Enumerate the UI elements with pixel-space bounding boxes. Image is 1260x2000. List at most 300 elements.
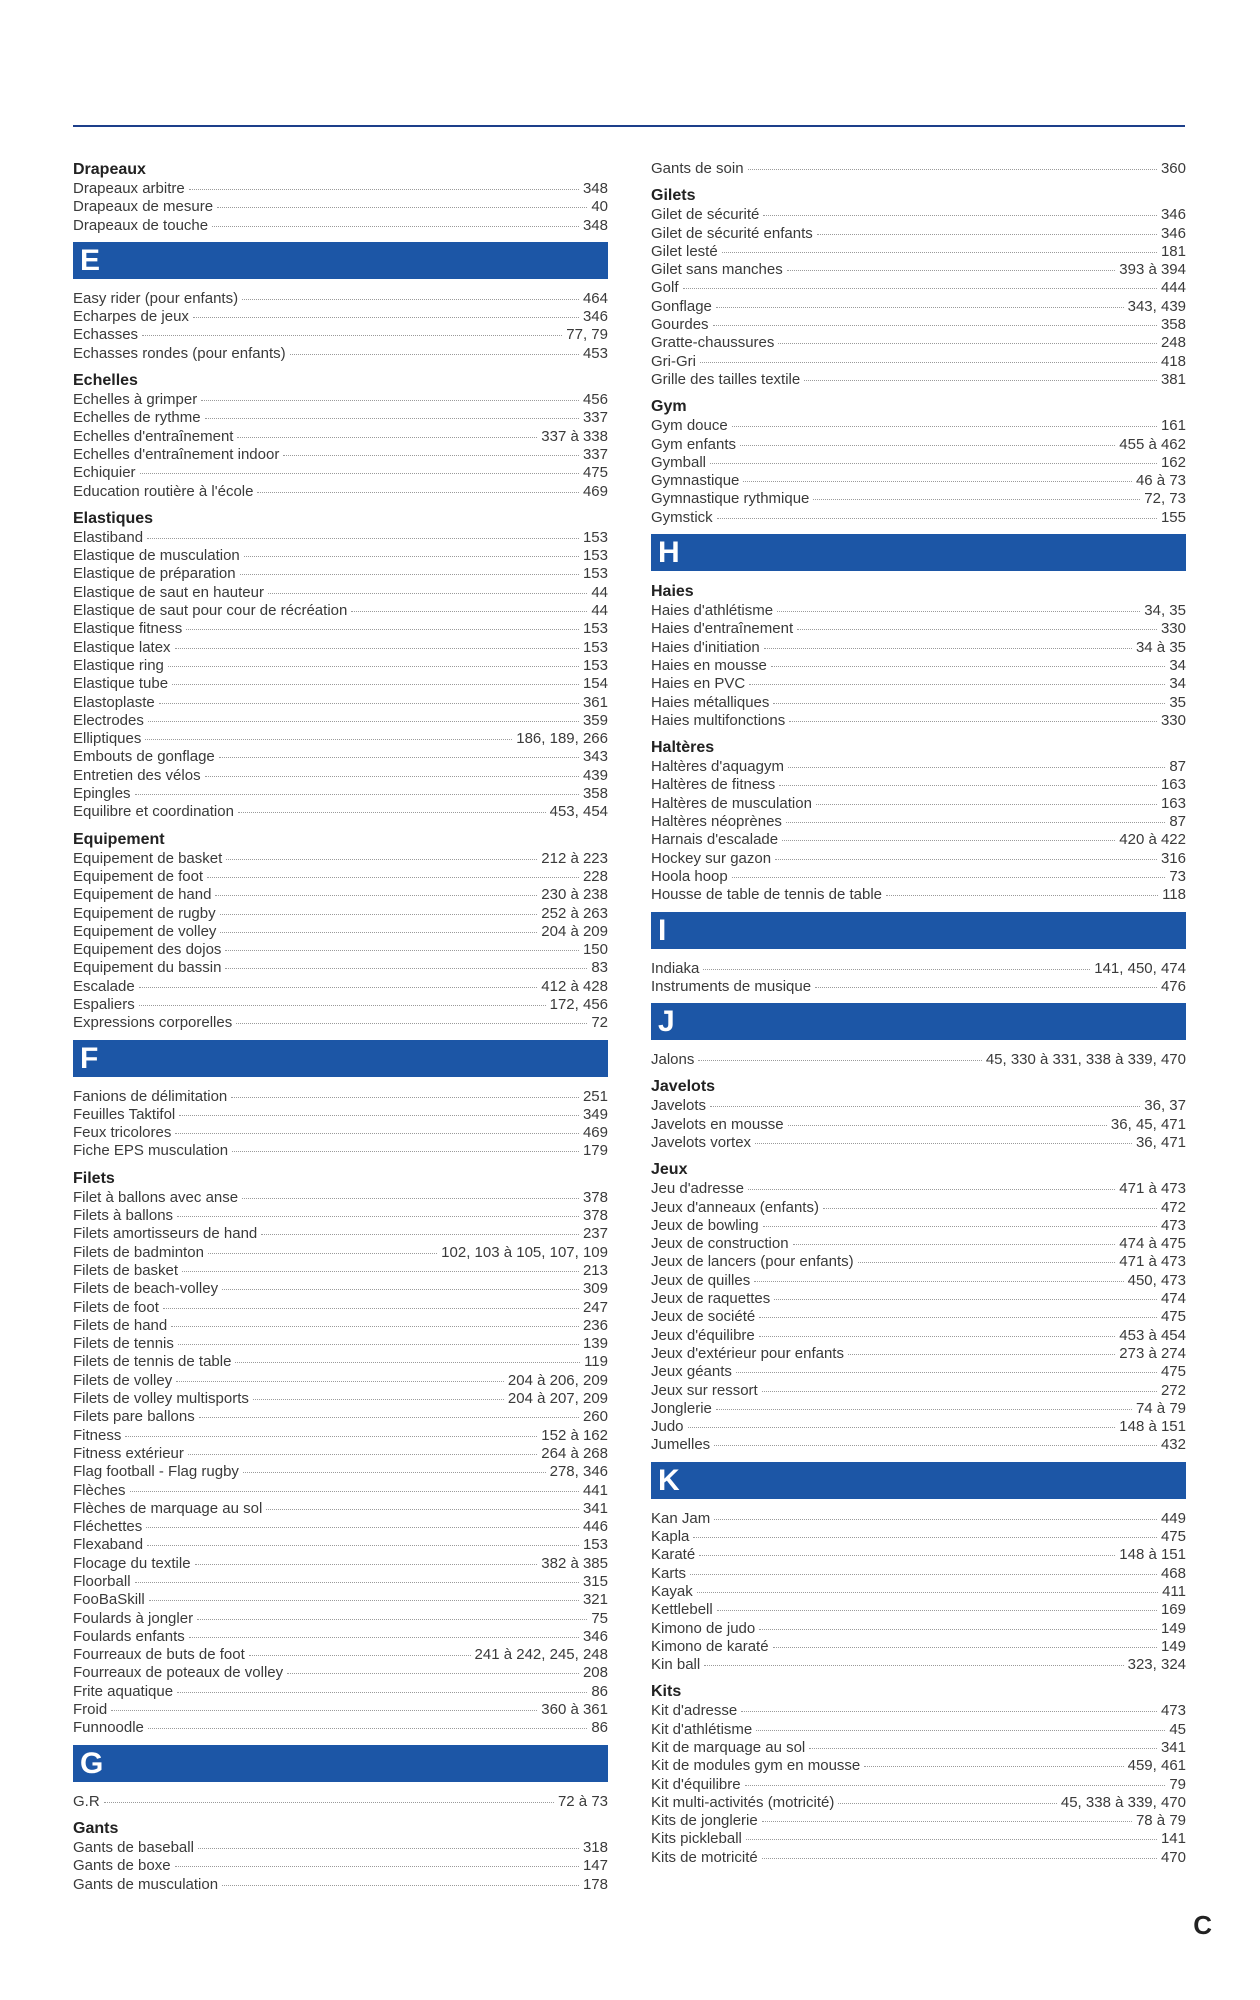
dot-leader [764,648,1132,649]
dot-leader [148,1728,587,1729]
entry-label: Fiche EPS musculation [73,1142,229,1160]
index-entry [73,1683,608,1701]
entry-pages: 40 [591,198,608,216]
entry-pages: 464 [582,289,608,307]
index-entry [73,1591,608,1609]
entry-label: Echarpes de jeux [73,308,189,326]
index-entry [73,639,608,657]
entry-pages: 204 à 207, 209 [507,1390,608,1408]
index-entry [73,1106,608,1124]
entry-label: Frite aquatique [73,1682,174,1700]
entry-pages: 118 [1162,886,1186,904]
dot-leader [235,1362,580,1363]
entry-pages: 473 [1160,1216,1186,1234]
index-entry [651,1638,1186,1656]
dot-leader [703,969,1090,970]
entry-pages: 44 [591,583,608,601]
dot-leader [222,1885,579,1886]
entry-label: Gymstick [651,508,713,526]
dot-leader [740,445,1115,446]
entry-label: Gants de soin [651,160,744,177]
entry-pages: 468 [1160,1564,1186,1582]
index-entry [73,1646,608,1664]
index-entry [651,1739,1186,1757]
index-entry [651,160,1186,178]
entry-label: Echasses rondes (pour enfants) [73,344,286,362]
entry-pages: 337 [582,445,608,463]
entry-label: Equipement de hand [73,886,212,904]
entry-pages: 163 [1160,794,1186,812]
entry-label: Feux tricolores [73,1124,172,1142]
dot-leader [717,518,1157,519]
dot-leader [700,362,1157,363]
index-entry [73,1408,608,1426]
index-entry [651,509,1186,527]
index-entry [73,584,608,602]
entry-label: Gymnastique [651,472,740,490]
dot-leader [815,987,1157,988]
index-entry [651,1546,1186,1564]
index-entry [651,1290,1186,1308]
dot-leader [188,1454,537,1455]
index-entry [73,290,608,308]
entry-pages: 473 [1160,1702,1186,1720]
entry-label: Gilet lesté [651,242,718,260]
index-entry [73,1500,608,1518]
entry-pages: 102, 103 à 105, 107, 109 [441,1243,608,1261]
entry-label: Kin ball [651,1656,701,1674]
entry-label: Filets pare ballons [73,1408,195,1426]
dot-leader [171,1326,579,1327]
dot-leader [149,1600,579,1601]
dot-leader [759,1336,1116,1337]
dot-leader [232,1151,579,1152]
entry-pages: 153 [582,638,608,656]
entry-label: Filets à ballons [73,1207,174,1225]
entry-pages: 77, 79 [566,326,608,344]
index-entry [651,602,1186,620]
entry-pages: 475 [582,464,608,482]
index-entry [73,1244,608,1262]
entry-label: Hoola hoop [651,867,728,885]
entry-pages: 46 à 73 [1135,472,1186,490]
dot-leader [813,499,1140,500]
entry-list [73,391,608,501]
entry-label: Jeux sur ressort [651,1381,758,1399]
entry-pages: 474 [1160,1290,1186,1308]
dot-leader [774,1299,1157,1300]
dot-leader [142,335,562,336]
index-entry [651,886,1186,904]
dot-leader [220,932,537,933]
entry-label: Elastique de saut en hauteur [73,583,264,601]
entry-label: Filets de hand [73,1316,168,1334]
index-entry [73,1664,608,1682]
entry-pages: 34 [1169,675,1186,693]
index-entry [73,1390,608,1408]
dot-leader [139,987,538,988]
entry-pages: 346 [1160,224,1186,242]
dot-leader [125,1436,537,1437]
index-entry [73,565,608,583]
index-entry [651,225,1186,243]
dot-leader [787,270,1116,271]
entry-pages: 330 [1160,711,1186,729]
entry-label: Gourdes [651,316,709,334]
dot-leader [159,703,579,704]
dot-leader [754,1281,1123,1282]
dot-leader [763,215,1157,216]
entry-pages: 44 [591,602,608,620]
entry-pages: 155 [1160,508,1186,526]
dot-leader [222,1289,579,1290]
index-entry [651,831,1186,849]
dot-leader [759,1629,1157,1630]
entry-label: Kit de modules gym en mousse [651,1757,861,1775]
entry-pages: 86 [591,1682,608,1700]
entry-label: Jeux de quilles [651,1271,751,1289]
entry-label: Filets de basket [73,1261,179,1279]
section-heading: Gym [651,398,687,416]
dot-leader [189,189,579,190]
index-entry [73,602,608,620]
dot-leader [253,1399,504,1400]
letter-bar-i: I [651,912,1186,949]
entry-label: Karaté [651,1546,696,1564]
index-entry [651,1757,1186,1775]
entry-label: Drapeaux de mesure [73,198,214,216]
entry-pages: 139 [582,1335,608,1353]
entry-pages: 36, 45, 471 [1110,1115,1186,1133]
dot-leader [858,1262,1116,1263]
entry-pages: 475 [1160,1528,1186,1546]
entry-label: Fanions de délimitation [73,1087,228,1105]
dot-leader [225,968,587,969]
entry-label: Elastique tube [73,675,169,693]
entry-pages: 469 [582,1124,608,1142]
index-entry [651,1253,1186,1271]
entry-label: Elastique de saut pour cour de récréation [73,602,348,620]
entry-pages: 393 à 394 [1119,261,1186,279]
dot-leader [220,914,538,915]
entry-label: Elastiband [73,528,144,546]
index-entry [73,767,608,785]
index-entry [73,1518,608,1536]
section-heading: Equipement [73,830,165,848]
entry-pages: 453 à 454 [1119,1326,1186,1344]
dot-leader [722,252,1157,253]
index-entry [73,1262,608,1280]
dot-leader [240,574,579,575]
index-entry [73,1719,608,1737]
index-entry [651,490,1186,508]
dot-leader [243,1472,546,1473]
entry-pages: 475 [1160,1363,1186,1381]
index-entry [73,391,608,409]
entry-label: Instruments de musique [651,977,812,995]
section-heading: Gants [73,1819,119,1837]
index-entry [73,217,608,235]
entry-label: Jonglerie [651,1399,712,1417]
dot-leader [779,785,1157,786]
index-entry [73,694,608,712]
index-entry [651,1134,1186,1152]
entry-label: Jeux d'extérieur pour enfants [651,1344,844,1362]
entry-pages: 45, 330 à 331, 338 à 339, 470 [985,1051,1186,1069]
letter-bar-e: E [73,242,608,279]
entry-pages: 346 [1160,206,1186,224]
entry-label: Jeux de raquettes [651,1290,771,1308]
entry-label: Jeux d'anneaux (enfants) [651,1198,819,1216]
dot-leader [804,380,1157,381]
index-entry [73,1482,608,1500]
index-entry [73,409,608,427]
entry-pages: 323, 324 [1127,1656,1186,1674]
entry-pages: 86 [591,1719,608,1737]
index-entry [73,1573,608,1591]
dot-leader [848,1354,1115,1355]
entry-list [651,602,1186,730]
entry-pages: 471 à 473 [1119,1180,1186,1198]
entry-label: Haies d'entraînement [651,620,794,638]
entry-pages: 35 [1169,693,1186,711]
entry-pages: 75 [591,1609,608,1627]
entry-pages: 361 [582,693,608,711]
top-rule [73,125,1185,127]
index-entry [73,959,608,977]
entry-pages: 412 à 428 [541,977,608,995]
entry-label: Haltères néoprènes [651,813,782,831]
dot-leader [176,1381,504,1382]
index-entry [73,326,608,344]
entry-label: Haltères d'aquagym [651,758,784,776]
dot-leader [287,1673,579,1674]
dot-leader [242,1198,579,1199]
entry-pages: 272 [1160,1381,1186,1399]
index-entry [73,1876,608,1894]
entry-label: Jeu d'adresse [651,1180,744,1198]
entry-label: Elastique fitness [73,620,183,638]
entry-label: Echelles d'entraînement indoor [73,445,280,463]
entry-label: Filets de foot [73,1298,159,1316]
entry-list [651,758,1186,904]
dot-leader [717,1610,1157,1611]
index-entry [73,446,608,464]
entry-label: Fourreaux de poteaux de volley [73,1664,284,1682]
dot-leader [793,1244,1116,1245]
dot-leader [104,1802,554,1803]
index-entry [651,298,1186,316]
index-entry [73,1142,608,1160]
index-entry [651,371,1186,389]
index-entry [73,1317,608,1335]
entry-pages: 469 [582,482,608,500]
entry-pages: 45 [1169,1720,1186,1738]
dot-leader [773,703,1165,704]
index-entry [651,1116,1186,1134]
entry-label: Kit multi-activités (motricité) [651,1793,835,1811]
entry-label: Elastoplaste [73,693,155,711]
dot-leader [215,895,537,896]
entry-label: Kits de jonglerie [651,1812,758,1830]
entry-label: Jeux de lancers (pour enfants) [651,1253,854,1271]
entry-label: Equipement de basket [73,849,223,867]
dot-leader [231,1097,579,1098]
index-entry [73,868,608,886]
index-entry [651,417,1186,435]
entry-pages: 446 [582,1518,608,1536]
entry-pages: 343 [582,748,608,766]
index-entry [73,1701,608,1719]
index-entry [73,180,608,198]
dot-leader [148,721,579,722]
index-entry [651,436,1186,454]
entry-pages: 476 [1160,977,1186,995]
index-entry [73,996,608,1014]
entry-pages: 449 [1160,1509,1186,1527]
letter-bar-g: G [73,1745,608,1782]
dot-leader [175,1133,579,1134]
entry-label: Jeux de société [651,1308,756,1326]
entry-label: Filets de tennis [73,1335,174,1353]
entry-label: Kit d'équilibre [651,1775,741,1793]
entry-pages: 179 [582,1142,608,1160]
entry-label: Jeux de bowling [651,1216,759,1234]
entry-label: Filets de badminton [73,1243,204,1261]
entry-pages: 149 [1160,1619,1186,1637]
index-entry [651,1721,1186,1739]
dot-leader [261,1234,579,1235]
entry-pages: 348 [582,180,608,197]
dot-leader [816,804,1157,805]
index-entry [651,261,1186,279]
dot-leader [249,1655,471,1656]
entry-label: Kettlebell [651,1601,713,1619]
entry-label: Drapeaux arbitre [73,180,185,197]
entry-pages: 360 [1160,160,1186,177]
entry-label: Equipement de foot [73,867,204,885]
entry-pages: 247 [582,1298,608,1316]
index-entry [73,464,608,482]
entry-pages: 83 [591,959,608,977]
entry-label: Escalade [73,977,135,995]
index-entry [651,1776,1186,1794]
entry-label: Javelots [651,1097,707,1115]
index-entry [651,1794,1186,1812]
entry-label: Gants de musculation [73,1875,219,1893]
section-heading: Drapeaux [73,161,146,178]
dot-leader [175,1866,579,1867]
dot-leader [732,426,1157,427]
index-entry [651,1849,1186,1867]
dot-leader [690,1574,1157,1575]
index-entry [73,1299,608,1317]
dot-leader [762,1821,1132,1822]
index-entry [73,620,608,638]
entry-pages: 149 [1160,1637,1186,1655]
dot-leader [205,776,579,777]
entry-label: Haies en mousse [651,656,767,674]
index-entry [73,850,608,868]
entry-label: FooBaSkill [73,1591,145,1609]
section-heading: Kits [651,1683,682,1701]
dot-leader [823,1208,1157,1209]
entry-label: Floorball [73,1573,131,1590]
dot-leader [219,757,579,758]
dot-leader [716,307,1124,308]
entry-label: Haltères de fitness [651,776,776,794]
entry-pages: 474 à 475 [1119,1235,1186,1253]
entry-list [651,1051,1186,1069]
index-entry [73,1463,608,1481]
dot-leader [789,721,1157,722]
entry-pages: 87 [1169,758,1186,776]
entry-label: Fourreaux de buts de foot [73,1646,245,1664]
index-entry [73,1124,608,1142]
letter-bar-h: H [651,534,1186,571]
entry-pages: 453 [582,344,608,362]
entry-pages: 87 [1169,813,1186,831]
entry-label: Kan Jam [651,1509,711,1527]
index-entry [651,1345,1186,1363]
entry-label: Flèches [73,1481,126,1499]
entry-pages: 439 [582,766,608,784]
dot-leader [189,1637,579,1638]
entry-pages: 264 à 268 [541,1444,608,1462]
dot-leader [736,1372,1157,1373]
entry-pages: 172, 456 [549,995,608,1013]
entry-pages: 382 à 385 [541,1554,608,1572]
entry-label: Equipement de volley [73,922,217,940]
dot-leader [178,1344,579,1345]
entry-label: Gilet sans manches [651,261,783,279]
entry-pages: 78 à 79 [1135,1812,1186,1830]
dot-leader [197,1619,587,1620]
dot-leader [713,325,1157,326]
entry-list [651,206,1186,389]
index-entry [651,279,1186,297]
entry-label: Fitness extérieur [73,1444,184,1462]
entry-list [651,417,1186,527]
entry-label: Elastique de musculation [73,547,240,565]
entry-label: Jeux d'équilibre [651,1326,755,1344]
entry-pages: 444 [1160,279,1186,297]
index-entry [651,1363,1186,1381]
dot-leader [175,648,579,649]
entry-pages: 453, 454 [549,803,608,821]
dot-leader [351,611,587,612]
index-entry [73,1793,608,1811]
entry-pages: 248 [1160,334,1186,352]
index-column-right [651,160,1186,1867]
entry-label: Flag football - Flag rugby [73,1463,239,1481]
entry-label: Gri-Gri [651,352,696,370]
entry-label: Gym douce [651,417,728,435]
entry-label: Grille des tailles textile [651,370,801,388]
index-entry [73,886,608,904]
dot-leader [746,1839,1157,1840]
index-entry [651,1583,1186,1601]
entry-pages: 349 [582,1105,608,1123]
entry-label: Expressions corporelles [73,1014,233,1032]
index-entry [651,1418,1186,1436]
dot-leader [775,859,1157,860]
index-entry [651,243,1186,261]
index-entry [73,905,608,923]
index-entry [73,1353,608,1371]
index-entry [73,529,608,547]
dot-leader [749,684,1165,685]
